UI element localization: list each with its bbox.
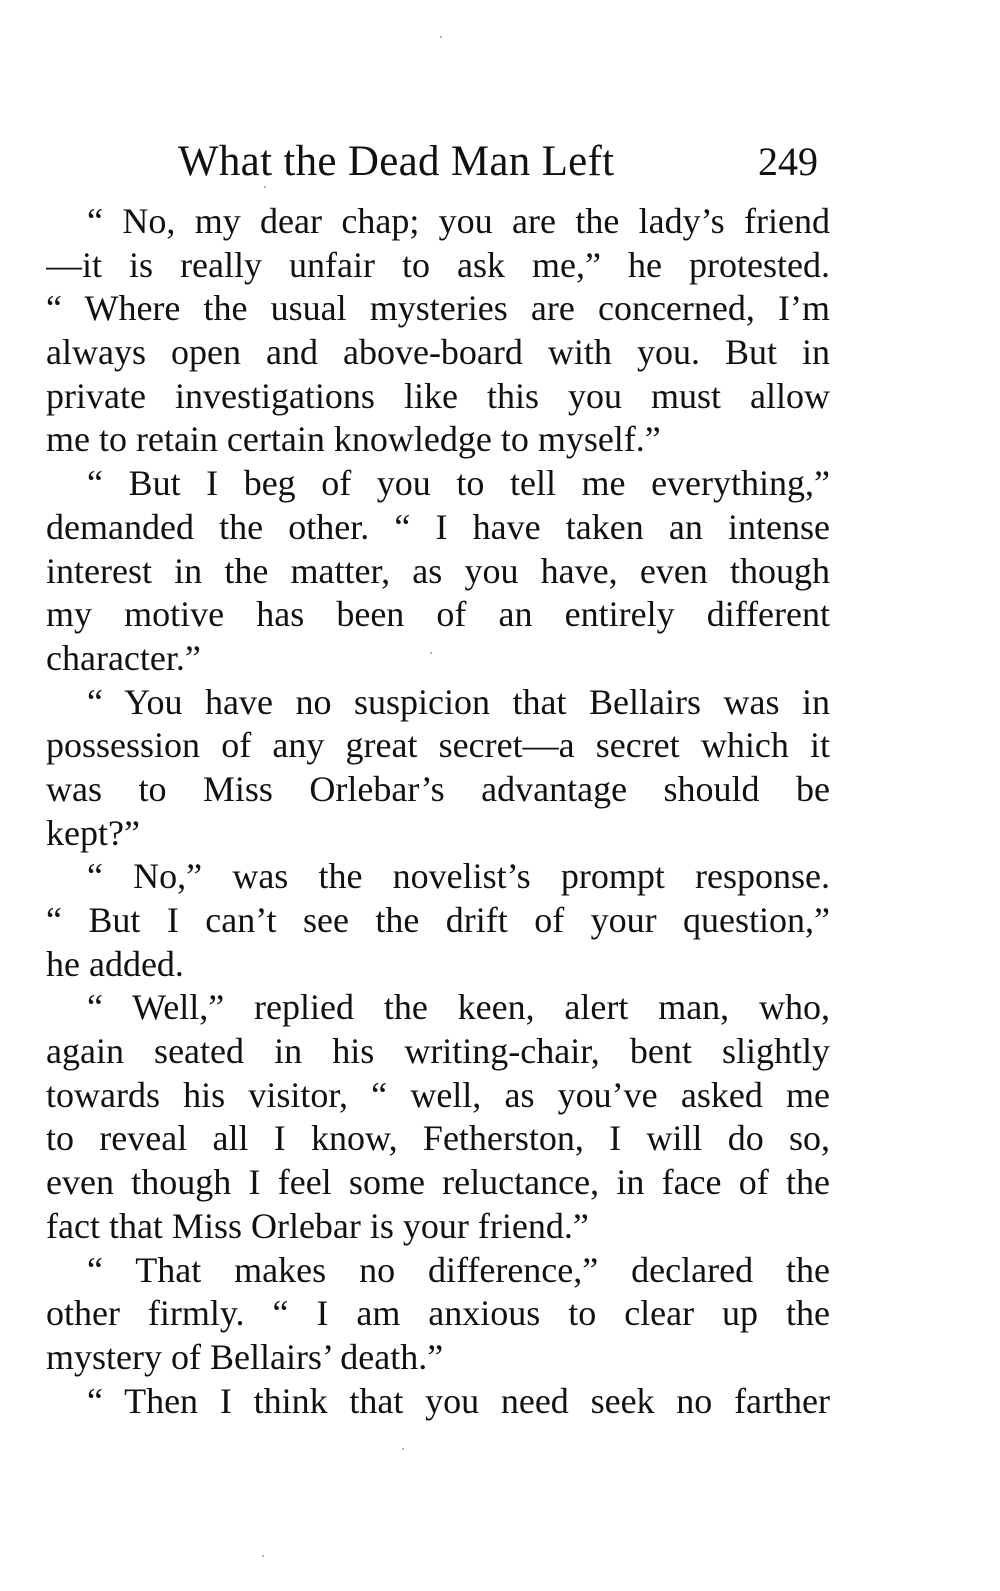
text-line: —it is really unfair to ask me,” he protested. — [46, 244, 830, 285]
scan-speck — [264, 186, 266, 188]
text-line: “ That makes no difference,” declared the — [87, 1249, 830, 1290]
scan-speck — [402, 1448, 404, 1450]
text-line: “ But I can’t see the drift of your question,” — [46, 900, 830, 940]
text-line: kept?” — [46, 812, 140, 853]
text-line: again seated in his writing-chair, bent slightly — [46, 1031, 830, 1072]
text-line: always open and above-board with you. But in — [46, 332, 830, 373]
running-header — [0, 134, 1000, 190]
text-line: “ But I beg of you to tell me everything,” — [87, 463, 830, 504]
text-line: private investigations like this you must allow — [46, 375, 830, 416]
text-line: demanded the other. “ I have taken an intense — [46, 506, 830, 547]
text-line: “ Well,” replied the keen, alert man, who, — [87, 987, 830, 1028]
text-line: towards his visitor, “ well, as you’ve asked me — [46, 1074, 830, 1115]
text-line: to reveal all I know, Fetherston, I will do so, — [46, 1118, 830, 1159]
text-line: “ No,” was the novelist’s prompt response. — [87, 856, 830, 897]
text-line: other firmly. “ I am anxious to clear up the — [46, 1293, 830, 1334]
scan-speck — [440, 36, 442, 38]
text-line: he added. — [46, 943, 184, 984]
body-text — [46, 200, 830, 1423]
text-line: “ Then I think that you need seek no farther — [87, 1380, 830, 1421]
text-line: was to Miss Orlebar’s advantage should be — [46, 768, 830, 809]
text-line: interest in the matter, as you have, even though — [46, 550, 830, 591]
text-line: fact that Miss Orlebar is your friend.” — [46, 1205, 589, 1246]
text-line: possession of any great secret—a secret which it — [46, 725, 830, 766]
text-line: “ You have no suspicion that Bellairs was in — [87, 681, 830, 722]
running-title: What the Dead Man Left — [178, 138, 615, 185]
text-line: mystery of Bellairs’ death.” — [46, 1336, 444, 1377]
text-line: my motive has been of an entirely different — [46, 594, 830, 635]
scan-speck — [430, 652, 432, 654]
text-line: character.” — [46, 637, 201, 678]
page-number: 249 — [758, 139, 818, 184]
text-line: me to retain certain knowledge to myself.” — [46, 419, 661, 460]
text-line: “ No, my dear chap; you are the lady’s friend — [87, 201, 830, 241]
text-line: “ Where the usual mysteries are concerned, I’m — [46, 288, 830, 329]
text-line: even though I feel some reluctance, in face of the — [46, 1162, 830, 1203]
scan-speck — [262, 1555, 264, 1557]
